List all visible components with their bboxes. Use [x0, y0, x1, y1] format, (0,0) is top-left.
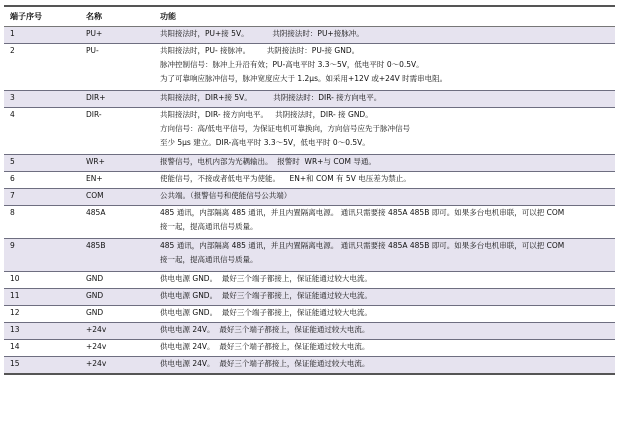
- function-line: 供电电源 24V。 最好三个端子都接上，保证能通过较大电流。: [160, 359, 370, 368]
- cell-name: WR+: [80, 155, 154, 172]
- cell-function: [154, 189, 615, 206]
- table-row: [4, 108, 615, 155]
- header-terminal-no: 端子序号: [4, 6, 80, 27]
- function-line: 共阳接法时，DIR+接 5V。 共阴接法时：DIR- 接方向电平。: [160, 93, 382, 102]
- function-line: 供电电源 24V。 最好三个端子都接上，保证能通过较大电流。: [160, 325, 370, 334]
- terminal-table: [4, 5, 615, 375]
- cell-function: [154, 306, 615, 323]
- table-row: [4, 340, 615, 357]
- cell-function: [154, 27, 615, 44]
- table-row: [4, 357, 615, 375]
- function-line: 供电电源 GND。 最好三个端子都接上，保证能通过较大电流。: [160, 291, 372, 300]
- table-row: [4, 239, 615, 272]
- cell-function: [154, 239, 615, 272]
- cell-function: [154, 289, 615, 306]
- cell-terminal-no: 13: [4, 323, 80, 340]
- cell-function: [154, 91, 615, 108]
- cell-name: GND: [80, 289, 154, 306]
- function-line: 共阳接法时，DIR- 接方向电平。 共阴接法时，DIR- 接 GND。: [160, 110, 373, 119]
- function-line: 供电电源 GND。 最好三个端子都接上，保证能通过较大电流。: [160, 308, 372, 317]
- table-row: [4, 44, 615, 91]
- function-line: 方向信号：高/低电平信号，为保证电机可靠换向，方向信号应先于脉冲信号: [160, 124, 411, 133]
- cell-function: [154, 206, 615, 239]
- cell-name: PU+: [80, 27, 154, 44]
- cell-terminal-no: 3: [4, 91, 80, 108]
- function-line: 供电电源 GND。 最好三个端子都接上，保证能通过较大电流。: [160, 274, 372, 283]
- function-line: 共阳接法时，PU- 接脉冲。 共阴接法时：PU-接 GND。: [160, 46, 360, 55]
- function-line: 接一起，提高通讯信号质量。: [160, 255, 258, 264]
- cell-name: +24v: [80, 323, 154, 340]
- cell-name: DIR+: [80, 91, 154, 108]
- cell-terminal-no: 14: [4, 340, 80, 357]
- table-row: [4, 155, 615, 172]
- cell-terminal-no: 8: [4, 206, 80, 239]
- function-line: 公共端。（报警信号和使能信号公共端）: [160, 191, 292, 200]
- function-line: 至少 5μs 建立。DIR-高电平时 3.3～5V，低电平时 0～0.5V。: [160, 138, 370, 147]
- cell-terminal-no: 15: [4, 357, 80, 375]
- table-row: [4, 91, 615, 108]
- function-line: 报警信号，电机内部为光耦输出。 报警时 WR+与 COM 导通。: [160, 157, 376, 166]
- cell-function: [154, 272, 615, 289]
- cell-function: [154, 357, 615, 375]
- function-line: 脉冲控制信号：脉冲上升沿有效；PU-高电平时 3.3～5V，低电平时 0～0.5V。: [160, 60, 424, 69]
- cell-name: GND: [80, 272, 154, 289]
- cell-terminal-no: 10: [4, 272, 80, 289]
- cell-name: GND: [80, 306, 154, 323]
- cell-name: COM: [80, 189, 154, 206]
- cell-terminal-no: 9: [4, 239, 80, 272]
- cell-name: EN+: [80, 172, 154, 189]
- function-line: 接一起，提高通讯信号质量。: [160, 222, 258, 231]
- cell-function: [154, 108, 615, 155]
- function-line: 为了可靠响应脉冲信号，脉冲宽度应大于 1.2μs。如采用+12V 或+24V 时需串电阻。: [160, 74, 448, 83]
- cell-terminal-no: 5: [4, 155, 80, 172]
- cell-function: [154, 323, 615, 340]
- cell-terminal-no: 11: [4, 289, 80, 306]
- table-row: [4, 172, 615, 189]
- cell-function: [154, 172, 615, 189]
- cell-terminal-no: 2: [4, 44, 80, 91]
- table-row: [4, 206, 615, 239]
- cell-name: 485B: [80, 239, 154, 272]
- cell-name: DIR-: [80, 108, 154, 155]
- cell-function: [154, 44, 615, 91]
- cell-terminal-no: 12: [4, 306, 80, 323]
- function-line: 使能信号，不接或者低电平为使能。 EN+和 COM 有 5V 电压差为禁止。: [160, 174, 411, 183]
- table-row: [4, 306, 615, 323]
- table-row: [4, 189, 615, 206]
- header-row: [4, 6, 615, 27]
- cell-function: [154, 340, 615, 357]
- cell-terminal-no: 1: [4, 27, 80, 44]
- cell-name: PU-: [80, 44, 154, 91]
- cell-name: +24v: [80, 357, 154, 375]
- table-row: [4, 27, 615, 44]
- function-line: 485 通讯，内部隔离 485 通讯，并且内置隔离电源。 通讯只需要接 485A 485B 即可。如果多台电机串联，可以把 COM: [160, 208, 565, 217]
- cell-terminal-no: 4: [4, 108, 80, 155]
- header-function: 功能: [154, 6, 615, 27]
- table-body: [4, 27, 615, 375]
- table-row: [4, 289, 615, 306]
- function-line: 共阳接法时，PU+接 5V。 共阴接法时：PU+接脉冲。: [160, 29, 364, 38]
- function-line: 485 通讯，内部隔离 485 通讯，并且内置隔离电源。 通讯只需要接 485A 485B 即可。如果多台电机串联，可以把 COM: [160, 241, 565, 250]
- cell-name: 485A: [80, 206, 154, 239]
- table-row: [4, 272, 615, 289]
- cell-terminal-no: 6: [4, 172, 80, 189]
- function-line: 供电电源 24V。 最好三个端子都接上，保证能通过较大电流。: [160, 342, 370, 351]
- cell-function: [154, 155, 615, 172]
- header-name: 名称: [80, 6, 154, 27]
- table-row: [4, 323, 615, 340]
- cell-name: +24v: [80, 340, 154, 357]
- cell-terminal-no: 7: [4, 189, 80, 206]
